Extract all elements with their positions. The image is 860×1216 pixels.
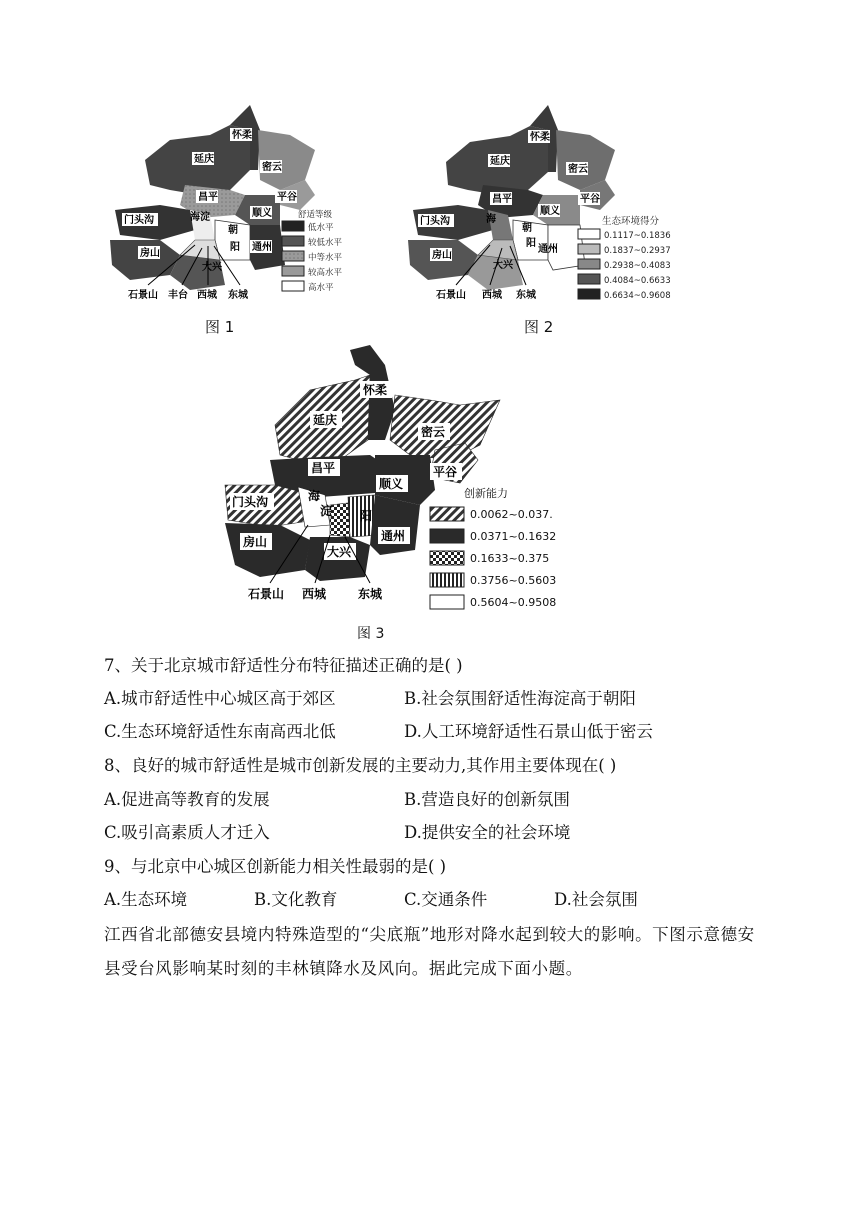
fig2-label-shunyi: 顺义 [540,206,560,217]
fig2-pointer-shijingshan: 石景山 [436,290,466,301]
fig1-legend-1: 较低水平 [308,238,343,248]
fig3-label-haidian: 海 [308,489,321,503]
fig3-legend-0: 0.0062~0.037. [470,508,553,521]
figure-1-map [100,100,360,310]
fig3-legend-1: 0.0371~0.1632 [470,530,557,543]
fig2-label-chaoyang2: 阳 [526,238,536,249]
fig3-label-miyun: 密云 [421,425,446,439]
fig1-label-chaoyang2: 阳 [230,242,240,253]
question-8-option-b: B.营造良好的创新氛围 [404,790,570,809]
fig2-legend-1: 0.1837~0.2937 [604,246,671,256]
fig2-legend-2: 0.2938~0.4083 [604,261,671,271]
fig2-label-haidian: 海 [486,214,496,225]
fig2-legend-4: 0.6634~0.9608 [604,291,671,301]
fig3-center [330,503,350,537]
fig1-label-huairou: 怀柔 [232,130,252,141]
question-8-option-d: D.提供安全的社会环境 [404,823,571,842]
fig3-label-pinggu: 平谷 [433,465,458,479]
fig3-label-huairou: 怀柔 [363,383,388,397]
figure-1-caption: 图 1 [205,318,235,336]
figure-2-caption: 图 2 [524,318,554,336]
fig3-pointer-shijingshan: 石景山 [248,587,285,601]
fig2-label-tongzhou: 通州 [538,244,558,255]
fig1-label-yanqing: 延庆 [194,154,214,165]
fig3-label-haidian2: 淀 [320,504,333,518]
fig3-label-chaoyang: 阳 [360,509,373,523]
fig1-legend-4: 高水平 [308,283,334,293]
question-9-option-d: D.社会氛围 [554,890,638,909]
fig1-legend-title: 舒适等级 [298,210,333,220]
fig2-legend-3: 0.4084~0.6633 [604,276,671,286]
fig1-pointer-xicheng: 西城 [197,290,217,301]
question-8-option-c: C.吸引高素质人才迁入 [104,823,270,842]
fig1-pointer-shijingshan: 石景山 [128,290,158,301]
fig3-label-daxing: 大兴 [327,545,352,559]
question-9-option-a: A.生态环境 [104,890,188,909]
fig3-tongzhou [370,495,420,555]
fig2-label-yanqing: 延庆 [490,156,510,167]
fig3-label-changping: 昌平 [311,461,336,475]
fig2-label-chaoyang: 朝 [522,223,532,234]
fig2-legend-title: 生态环境得分 [602,216,660,227]
question-7-stem: 7、关于北京城市舒适性分布特征描述正确的是( ) [104,656,463,675]
question-9-option-c: C.交通条件 [404,890,488,909]
fig1-label-shunyi: 顺义 [252,208,272,219]
fig3-label-shunyi: 顺义 [379,477,404,491]
fig3-label-fangshan: 房山 [243,535,268,549]
fig3-label-tongzhou: 通州 [381,529,406,543]
fig3-label-yanqing: 延庆 [313,413,338,427]
fig1-legend-3: 较高水平 [308,268,343,278]
fig2-legend-0: 0.1117~0.1836 [604,231,671,241]
fig1-label-mentougou: 门头沟 [124,215,154,226]
passage-text: 江西省北部德安县境内特殊造型的“尖底瓶”地形对降水起到较大的影响。下图示意德安县受台风影响某时刻的丰林镇降水及风向。据此完成下面小题。 [104,925,755,978]
question-8-stem: 8、良好的城市舒适性是城市创新发展的主要动力,其作用主要体现在( ) [104,756,617,775]
fig2-label-fangshan: 房山 [432,250,452,261]
fig1-label-chaoyang: 朝 [228,225,238,236]
fig1-label-miyun: 密云 [262,162,282,173]
figure-2-map [398,100,678,310]
fig2-miyun [556,130,615,190]
question-8-option-a: A.促进高等教育的发展 [104,790,270,809]
fig1-legend-2: 中等水平 [308,253,343,263]
fig2-label-pinggu: 平谷 [580,194,600,205]
question-9-option-b: B.文化教育 [254,890,338,909]
fig3-legend-2: 0.1633~0.375 [470,552,550,565]
question-7-option-d: D.人工环境舒适性石景山低于密云 [404,722,653,741]
fig3-legend-4: 0.5604~0.9508 [470,596,557,609]
fig3-label-mentougou: 门头沟 [232,495,269,509]
fig3-pointer-dongcheng: 东城 [358,587,383,601]
question-7-option-b: B.社会氛围舒适性海淀高于朝阳 [404,689,636,708]
fig2-pointer-dongcheng: 东城 [516,290,536,301]
fig3-pointer-xicheng: 西城 [302,587,327,601]
fig1-pointer-fengtai: 丰台 [168,290,188,301]
question-9-stem: 9、与北京中心城区创新能力相关性最弱的是( ) [104,857,447,876]
fig1-pointer-dongcheng: 东城 [228,290,248,301]
question-7-option-a: A.城市舒适性中心城区高于郊区 [104,689,336,708]
fig2-label-huairou: 怀柔 [530,132,550,143]
fig3-legend-title: 创新能力 [464,487,508,500]
fig3-legend-3: 0.3756~0.5603 [470,574,557,587]
fig2-label-daxing: 大兴 [493,260,513,271]
fig2-label-miyun: 密云 [568,164,588,175]
fig1-label-tongzhou: 通州 [252,242,272,253]
question-7-option-c: C.生态环境舒适性东南高西北低 [104,722,336,741]
fig1-label-fangshan: 房山 [140,248,160,259]
figure-3-map [220,345,570,615]
figure-3-caption: 图 3 [357,626,385,642]
fig2-label-mentougou: 门头沟 [420,216,450,227]
fig1-label-haidian: 海淀 [190,212,210,223]
fig1-legend-0: 低水平 [308,223,334,233]
fig1-label-pinggu: 平谷 [277,192,297,203]
fig1-label-daxing: 大兴 [202,262,222,273]
fig2-pointer-xicheng: 西城 [482,290,502,301]
fig2-label-changping: 昌平 [492,194,512,205]
fig1-label-changping: 昌平 [198,192,218,203]
